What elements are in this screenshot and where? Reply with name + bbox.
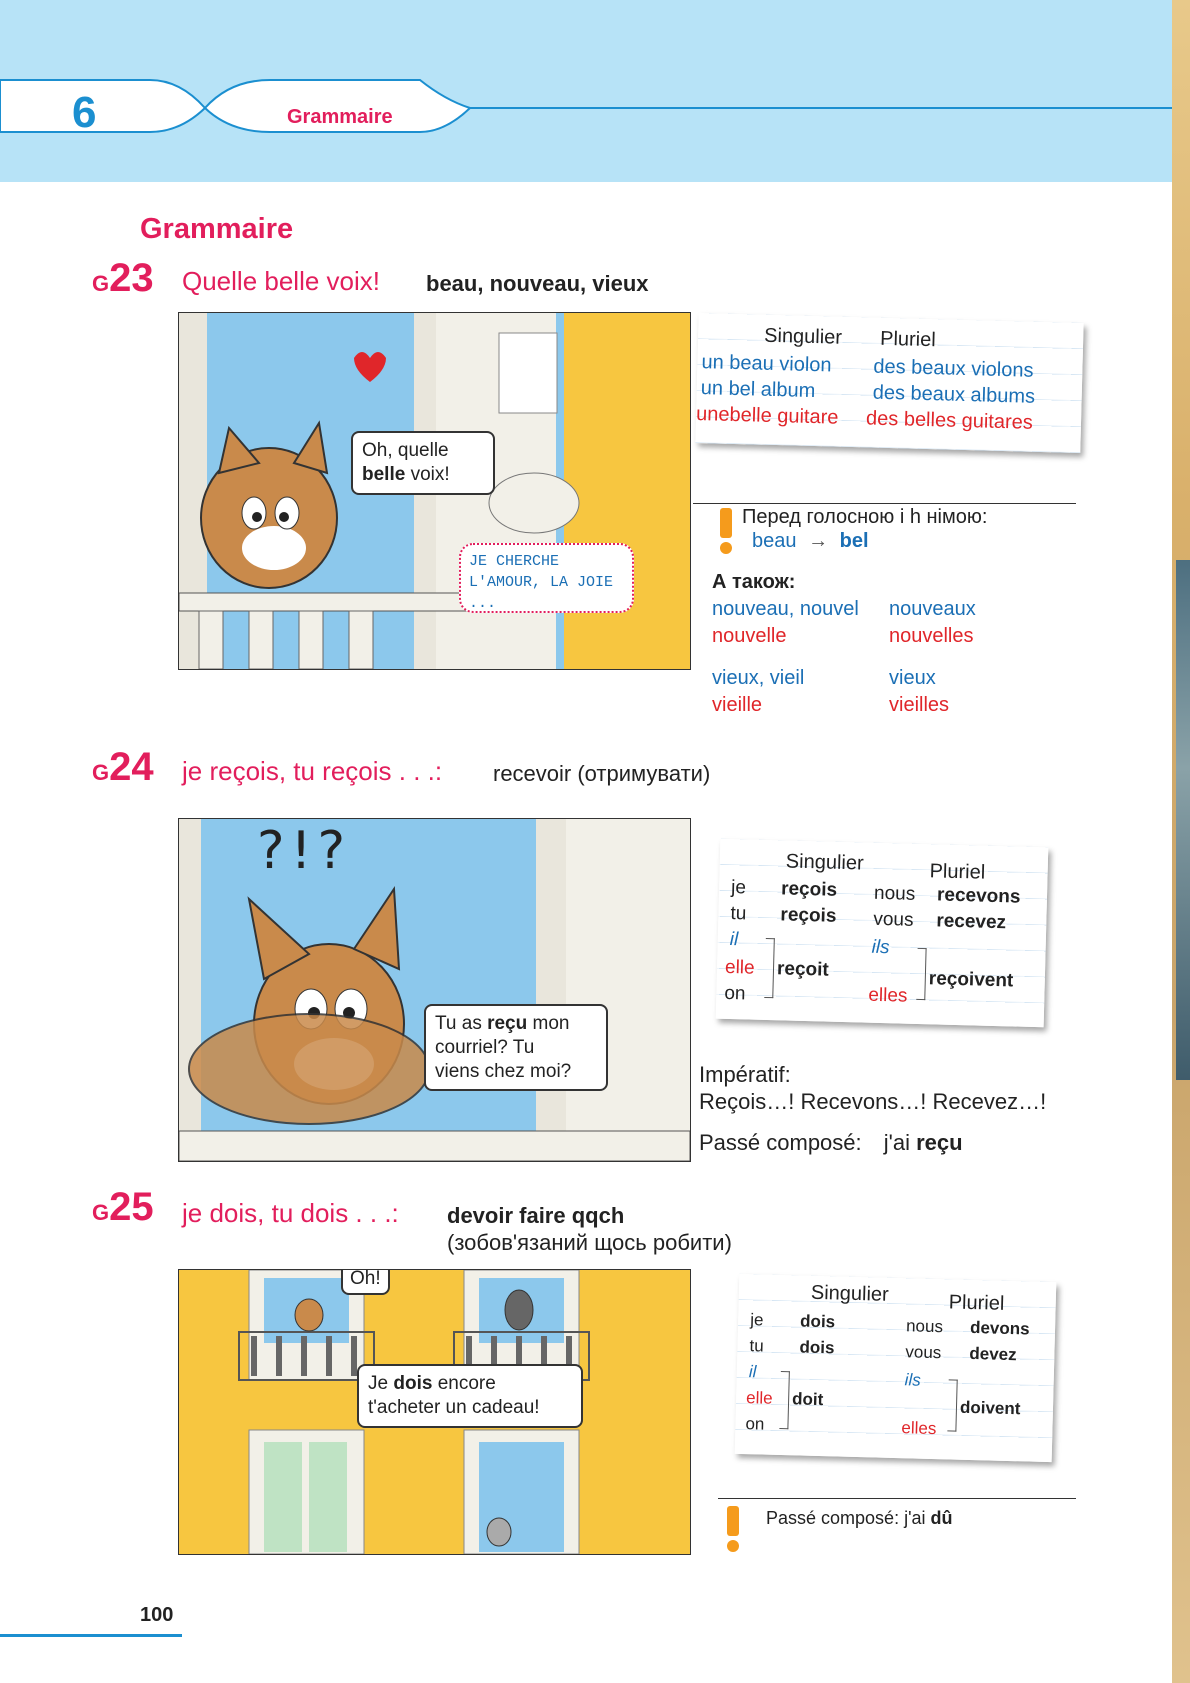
g25-bubble-line2: t'acheter un cadeau! (368, 1396, 540, 1418)
g24-pron-on: on (724, 982, 746, 1005)
g24-form-il: reçoit (776, 958, 830, 981)
g25-bubble-bold: dois (393, 1373, 433, 1394)
g23-song-line1: JE CHERCHE (469, 553, 560, 570)
g24-bubble-line2: courriel? Tu (435, 1036, 535, 1058)
g24-prefix: G (92, 760, 110, 785)
g23-song-line2: L'AMOUR, LA JOIE ... (469, 574, 614, 612)
g25-pron-je: je (749, 1310, 764, 1330)
g25-pron-tu: tu (749, 1336, 764, 1356)
g24-passe-label: Passé composé: (699, 1130, 862, 1155)
g24-pron-vous: vous (873, 908, 914, 931)
g23-note-rule (693, 503, 1076, 504)
g23-row3-sing: unebelle guitare (695, 402, 839, 429)
g24-comic-panel (178, 818, 691, 1162)
g23-grammar-card (695, 313, 1083, 453)
header-ribbon (0, 70, 1172, 140)
g23-num: 23 (109, 256, 154, 300)
g25-passe-form: dû (930, 1508, 953, 1528)
g24-question-marks: ?!? (257, 821, 352, 881)
g25-subtitle: devoir faire qqch (447, 1203, 625, 1228)
g23-nouveau-mp: nouveaux (889, 598, 976, 620)
g24-bubble-line3: viens chez moi? (435, 1060, 572, 1082)
g25-pron-vous: vous (905, 1342, 942, 1363)
g24-form-nous: recevons (936, 884, 1021, 908)
g23-bubble-rest: voix! (405, 463, 450, 485)
g23-row1-sing: un beau violon (701, 351, 832, 377)
g24-number (92, 745, 154, 790)
g25-pron-elle: elle (745, 1388, 773, 1408)
g24-title: je reçois, tu reçois . . .: (182, 756, 443, 786)
g25-pron-ils: ils (904, 1370, 922, 1390)
g23-row3-plur: des belles guitares (865, 407, 1034, 434)
g23-bubble-bold: belle (362, 463, 406, 485)
g24-form-vous: recevez (936, 910, 1007, 934)
g25-comic-panel (178, 1269, 691, 1555)
g24-pron-je: je (730, 877, 747, 899)
page-title: Grammaire (140, 213, 294, 245)
g23-bubble-line1: Oh, quelle (362, 440, 449, 461)
g23-note-line2 (752, 530, 869, 553)
g25-conjugation-card (735, 1274, 1057, 1462)
g25-oh-bubble (341, 1269, 390, 1295)
g24-pron-ils: ils (871, 936, 890, 959)
g25-bracket-right (947, 1379, 957, 1431)
g23-vieux-fp: vieilles (889, 694, 950, 716)
g24-pron-il: il (729, 929, 739, 951)
g24-subtitle: recevoir (отримувати) (493, 761, 711, 786)
g23-vieux-mp: vieux (889, 667, 936, 689)
g23-vieux-f: vieille (712, 694, 763, 716)
g25-passe-compose (766, 1508, 953, 1529)
g25-number (92, 1185, 154, 1230)
g23-aussi-label: А також: (712, 571, 796, 593)
g24-pron-nous: nous (873, 882, 916, 905)
g23-nouveau-fp: nouvelles (889, 625, 974, 647)
header-band (0, 0, 1172, 182)
g24-num: 24 (109, 745, 154, 789)
page-edge-photo (1176, 560, 1190, 1080)
g24-pron-elles: elles (868, 984, 908, 1007)
g25-bubble-b: encore (432, 1373, 496, 1394)
g24-head-pluriel: Pluriel (929, 860, 986, 884)
section-label: Grammaire (287, 106, 393, 128)
g25-speech-bubble (357, 1364, 583, 1428)
g23-row1-plur: des beaux violons (873, 355, 1034, 382)
g25-prefix: G (92, 1200, 110, 1225)
g25-head-singulier: Singulier (810, 1281, 890, 1306)
g23-row2-sing: un bel album (700, 377, 816, 403)
g23-comic-panel (178, 312, 691, 670)
g24-conjugation-card (716, 839, 1049, 1028)
arrow-right-icon: → (808, 530, 829, 552)
g24-imperatif-forms: Reçois…! Recevons…! Recevez…! (699, 1089, 1047, 1114)
g25-note-rule (718, 1498, 1076, 1499)
g24-bubble-a: Tu as (435, 1013, 488, 1034)
g24-bracket-right (916, 948, 926, 1000)
g24-imperatif-label: Impératif: (699, 1062, 791, 1087)
g23-speech-bubble (351, 431, 495, 495)
g25-pron-il: il (748, 1362, 757, 1382)
g25-pron-nous: nous (905, 1316, 944, 1337)
g25-bracket-left (779, 1371, 790, 1429)
g25-num: 25 (109, 1185, 154, 1229)
g25-form-je: dois (799, 1311, 836, 1332)
footer-rule (0, 1634, 182, 1637)
g23-number (92, 256, 154, 301)
page-number: 100 (140, 1604, 174, 1626)
g24-passe-form: reçu (916, 1130, 963, 1155)
g24-bubble-b: mon (527, 1013, 570, 1034)
g23-vieux-m: vieux, vieil (712, 667, 805, 689)
g23-head-singulier: Singulier (763, 324, 843, 349)
g25-pron-elles: elles (901, 1418, 937, 1439)
g25-form-ils: doivent (959, 1397, 1021, 1419)
g24-form-ils: reçoivent (928, 968, 1014, 992)
g23-nouveau-f: nouvelle (712, 625, 787, 647)
g24-pron-tu: tu (730, 903, 747, 925)
g25-form-vous: devez (969, 1343, 1017, 1365)
g25-exclamation-icon (727, 1506, 741, 1552)
g24-passe-aux: j'ai (883, 1130, 917, 1155)
g24-form-je: reçois (780, 878, 838, 901)
g23-exclamation-icon (720, 508, 734, 554)
g24-passe-compose (699, 1130, 963, 1156)
g25-oh-text: Oh! (350, 1269, 381, 1289)
g24-form-tu: reçois (780, 904, 837, 927)
g24-speech-bubble (424, 1004, 608, 1091)
g23-note-to: bel (839, 530, 869, 552)
g25-bubble-a: Je (368, 1373, 394, 1394)
g23-row2-plur: des beaux albums (872, 381, 1036, 408)
g25-form-il: doit (791, 1389, 824, 1410)
g25-title: je dois, tu dois . . .: (182, 1198, 399, 1228)
g24-bracket-left (764, 938, 775, 998)
g24-bubble-bold: reçu (487, 1013, 528, 1034)
g24-head-singulier: Singulier (785, 850, 864, 875)
g23-song-bubble (459, 543, 634, 613)
g24-comic-illustration (179, 819, 690, 1161)
chapter-number: 6 (72, 88, 97, 137)
g23-title: Quelle belle voix! (182, 266, 380, 296)
g23-note-from: beau (752, 530, 797, 552)
g25-form-tu: dois (799, 1337, 835, 1358)
g25-pron-on: on (745, 1414, 765, 1434)
g25-head-pluriel: Pluriel (948, 1291, 1005, 1315)
g23-subtitle: beau, nouveau, vieux (426, 271, 649, 296)
g23-prefix: G (92, 271, 110, 296)
g23-note-line1: Перед голосною і h німою: (742, 506, 988, 528)
g25-subtitle2: (зобов'язаний щось робити) (447, 1230, 732, 1255)
g25-passe-label: Passé composé: j'ai (766, 1508, 931, 1528)
g23-head-pluriel: Pluriel (879, 327, 937, 352)
g24-pron-elle: elle (724, 956, 755, 979)
g25-form-nous: devons (969, 1317, 1030, 1339)
g23-nouveau-m: nouveau, nouvel (712, 598, 859, 620)
